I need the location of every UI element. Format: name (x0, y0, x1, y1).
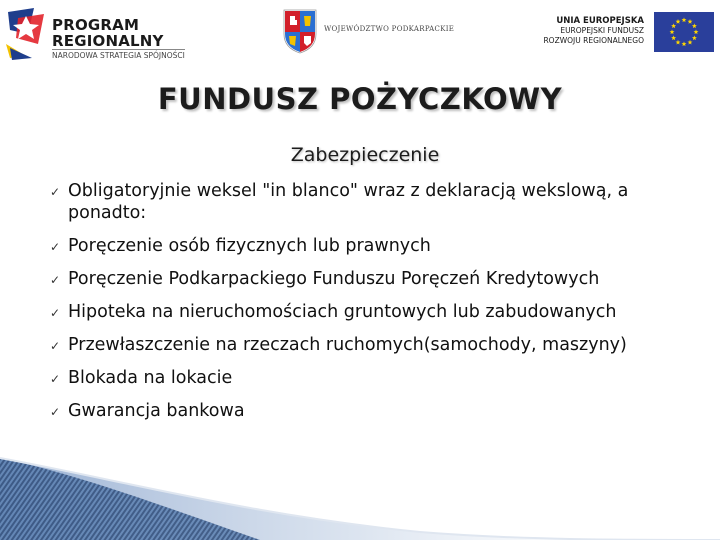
page-subtitle: Zabezpieczenie (290, 144, 440, 166)
list-item-text: Poręczenie osób fizycznych lub prawnych (68, 236, 431, 256)
checkmark-icon: ✓ (50, 372, 61, 386)
checkmark-icon: ✓ (50, 405, 61, 419)
program-logo-line3: NARODOWA STRATEGIA SPÓJNOŚCI (52, 51, 185, 60)
program-logo-line1: PROGRAM (52, 16, 140, 34)
checkmark-icon: ✓ (50, 339, 61, 353)
list-item (50, 180, 710, 224)
checkmark-icon: ✓ (50, 306, 61, 320)
checkmark-icon: ✓ (50, 185, 61, 199)
program-regionalny-logo (4, 4, 184, 60)
checkmark-icon: ✓ (50, 240, 61, 254)
podkarpackie-crest-icon (282, 8, 318, 54)
list-item (50, 334, 710, 356)
logo-bar (0, 0, 720, 64)
wojewodztwo-text: WOJEWÓDZTWO PODKARPACKIE (324, 25, 455, 33)
list-item-text: Przewłaszczenie na rzeczach ruchomych(samochody, maszyny) (68, 335, 627, 355)
list-item-text: Hipoteka na nieruchomościach gruntowych lub zabudowanych (68, 302, 617, 322)
eu-logo-text (543, 16, 644, 46)
eu-logo-line1: UNIA EUROPEJSKA (556, 16, 644, 26)
eu-logo-line3: ROZWOJU REGIONALNEGO (543, 36, 644, 45)
eu-logo (540, 12, 714, 54)
list-item (50, 367, 710, 389)
list-item-text: Blokada na lokacie (68, 368, 233, 388)
eu-flag-icon (654, 12, 714, 52)
wojewodztwo-podkarpackie-logo (282, 8, 455, 54)
program-regionalny-mark-icon (4, 4, 48, 60)
list-item-text: Obligatoryjnie weksel "in blanco" wraz z deklaracją wekslową, a ponadto: (68, 181, 629, 223)
eu-logo-line2: EUROPEJSKI FUNDUSZ (560, 26, 644, 35)
list-item-text: Poręczenie Podkarpackiego Funduszu Poręczeń Kredytowych (68, 269, 600, 289)
bullet-list (50, 180, 710, 433)
checkmark-icon: ✓ (50, 273, 61, 287)
list-item (50, 400, 710, 422)
list-item (50, 268, 710, 290)
bottom-decoration (0, 440, 720, 540)
list-item (50, 301, 710, 323)
list-item-text: Gwarancja bankowa (68, 401, 245, 421)
page-title: FUNDUSZ POŻYCZKOWY (157, 82, 563, 116)
program-logo-line2: REGIONALNY (52, 32, 164, 50)
list-item (50, 235, 710, 257)
